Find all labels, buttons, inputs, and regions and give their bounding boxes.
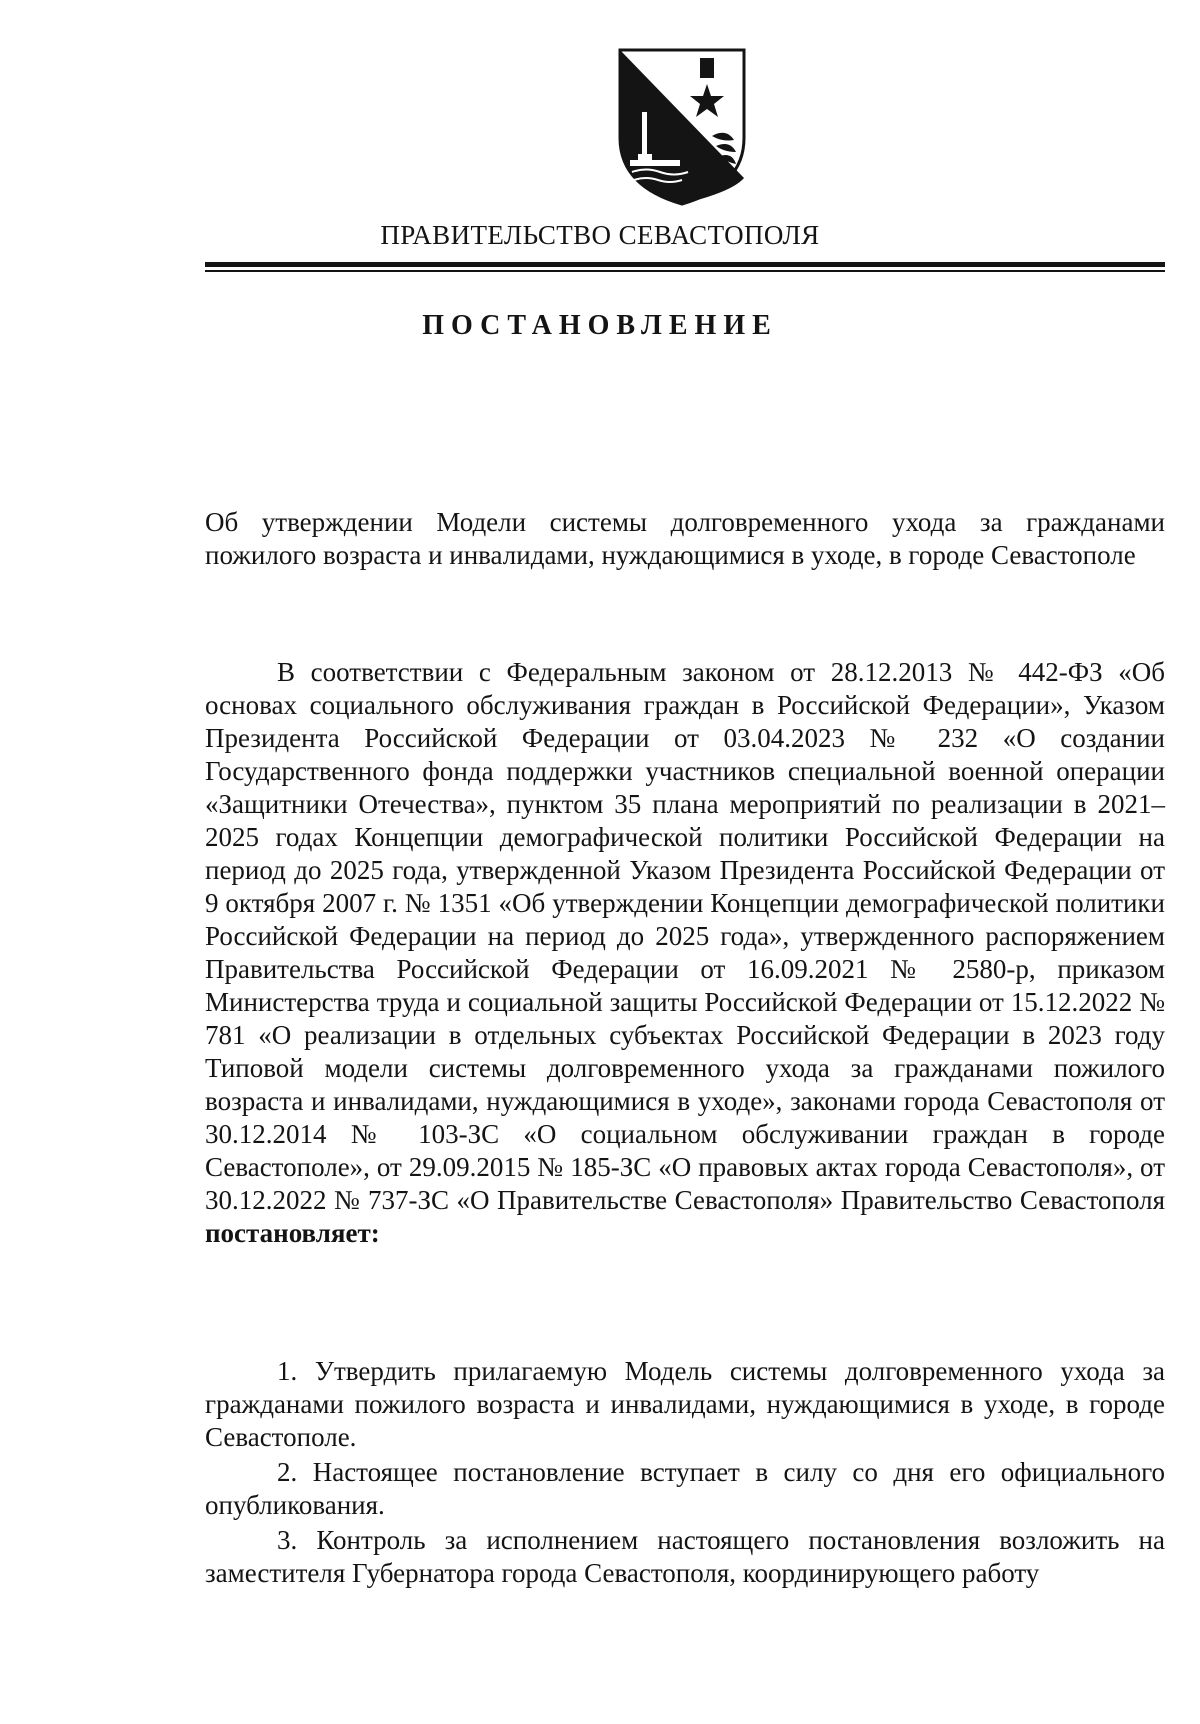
- document-title: Об утверждении Модели системы долговременного ухода за гражданами пожилого возраста и инвалидами, нуждающимися в уходе, в городе Севастополе: [205, 507, 1165, 570]
- decision-word: постановляет:: [205, 1218, 380, 1248]
- resolution-item-2: 2. Настоящее постановление вступает в силу со дня его официального опубликования.: [205, 1457, 1165, 1520]
- document-type: ПОСТАНОВЛЕНИЕ: [422, 310, 778, 341]
- resolution-item-1: 1. Утвердить прилагаемую Модель системы долговременного ухода за гражданами пожилого возраста и инвалидами, нуждающимися в уходе, в городе Севастополе.: [205, 1356, 1165, 1452]
- preamble: [205, 656, 1165, 1250]
- preamble-text: В соответствии с Федеральным законом от 28.12.2013 № 442-ФЗ «Об основах социального обслуживания граждан в Российской Федерации», Указом Президента Российской Федерации от 03.04.2023 № 232 «О создании Государственного фонда поддержки участников специальной военной операции «Защитники Отечества», пунктом 35 плана мероприятий по реализации в 2021–2025 годах Концепции демографической политики Российской Федерации на период до 2025 года, утвержденной Указом Президента Российской Федерации от 9 октября 2007 г. № 1351 «Об утверждении Концепции демографической политики Российской Федерации на период до 2025 года», утвержденного распоряжением Правительства Российской Федерации от 16.09.2021 № 2580-р, приказом Министерства труда и социальной защиты Российской Федерации от 15.12.2022 № 781 «О реализации в отдельных субъектах Российской Федерации в 2023 году Типовой модели системы долговременного ухода за гражданами пожилого возраста и инвалидами, нуждающимися в уходе», законами города Севастополя от 30.12.2014 № 103-ЗС «О социальном обслуживании граждан в городе Севастополе», от 29.09.2015 № 185-ЗС «О правовых актах города Севастополя», от 30.12.2022 № 737-ЗС «О Правительстве Севастополя» Правительство Севастополя: [205, 657, 1165, 1215]
- resolution-items: [205, 1355, 1165, 1592]
- header-rule-thin: [205, 270, 1165, 272]
- organization-name: ПРАВИТЕЛЬСТВО СЕВАСТОПОЛЯ: [380, 220, 820, 250]
- sevastopol-coat-of-arms-icon: [612, 46, 752, 206]
- resolution-item-3: 3. Контроль за исполнением настоящего постановления возложить на заместителя Губернатора города Севастополя, координирующего работу: [205, 1525, 1165, 1588]
- header-rule-thick: [205, 262, 1165, 267]
